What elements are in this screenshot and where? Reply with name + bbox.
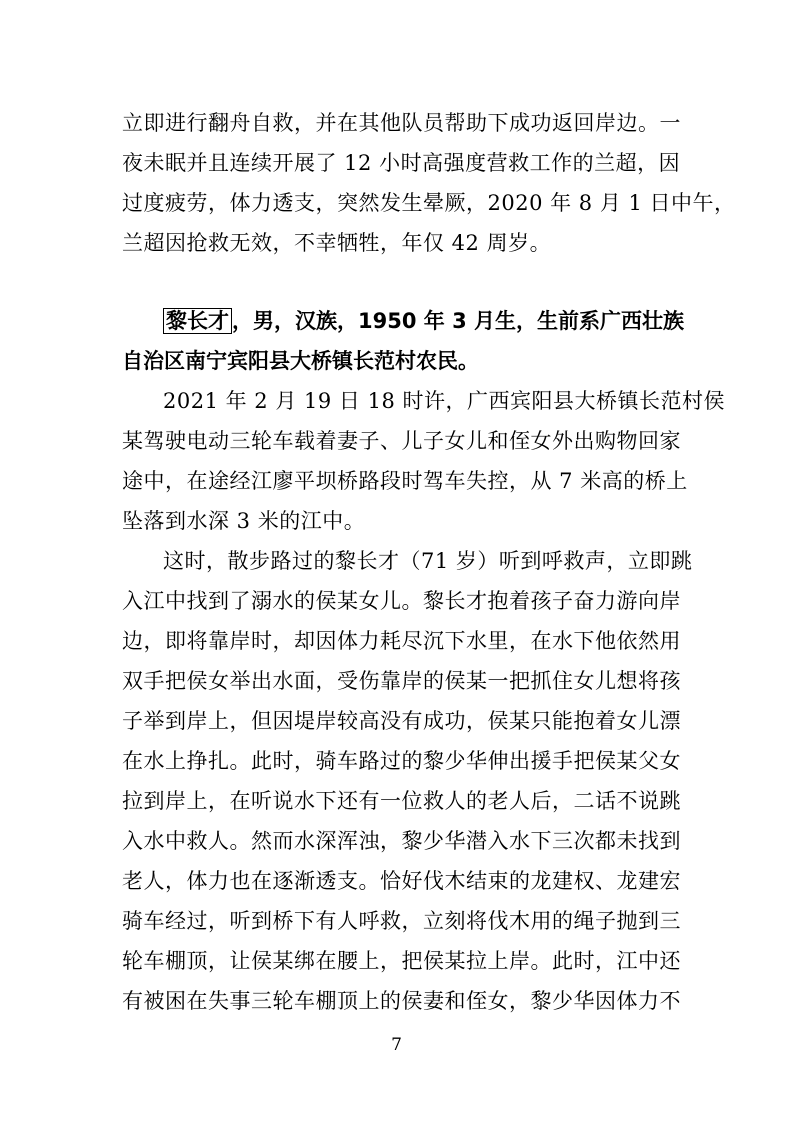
person-name-highlight: 黎长才 (163, 308, 232, 334)
paragraph-3-line-4: 双手把侯女举出水面，受伤靠岸的侯某一把抓住女儿想将孩 (122, 669, 681, 693)
paragraph-3-line-12: 有被困在失事三轮车棚顶上的侯妻和侄女，黎少华因体力不 (122, 989, 681, 1013)
paragraph-3-line-11: 轮车棚顶，让侯某绑在腰上，把侯某拉上岸。此时，江中还 (122, 949, 681, 973)
paragraph-3-line-3: 边，即将靠岸时，却因体力耗尽沉下水里，在水下他依然用 (122, 629, 681, 653)
paragraph-2-line-1: 2021 年 2 月 19 日 18 时许，广西宾阳县大桥镇长范村侯 (163, 389, 725, 413)
section-heading-line-1 (163, 306, 684, 336)
paragraph-3-line-9: 老人，体力也在逐渐透支。恰好伐木结束的龙建权、龙建宏 (122, 869, 681, 893)
paragraph-3-line-7: 拉到岸上，在听说水下还有一位救人的老人后，二话不说跳 (122, 789, 681, 813)
paragraph-3-line-5: 子举到岸上，但因堤岸较高没有成功，侯某只能抱着女儿漂 (122, 709, 681, 733)
paragraph-3-line-2: 入江中找到了溺水的侯某女儿。黎长才抱着孩子奋力游向岸 (122, 589, 681, 613)
paragraph-3-line-1: 这时，散步路过的黎长才（71 岁）听到呼救声，立即跳 (163, 549, 693, 573)
paragraph-1-line-4: 兰超因抢救无效，不幸牺牲，年仅 42 周岁。 (122, 231, 552, 255)
paragraph-1-line-1: 立即进行翻舟自救，并在其他队员帮助下成功返回岸边。一 (122, 111, 681, 135)
paragraph-1-line-3: 过度疲劳，体力透支，突然发生晕厥，2020 年 8 月 1 日中午， (122, 191, 736, 215)
paragraph-2-line-4: 坠落到水深 3 米的江中。 (122, 509, 366, 533)
section-heading-line-2: 自治区南宁宾阳县大桥镇长范村农民。 (122, 349, 479, 373)
paragraph-1-line-2: 夜未眠并且连续开展了 12 小时高强度营救工作的兰超，因 (122, 151, 681, 175)
paragraph-3-line-10: 骑车经过，听到桥下有人呼救，立刻将伐木用的绳子抛到三 (122, 909, 681, 933)
section-heading-line-1-rest: ，男，汉族，1950 年 3 月生，生前系广西壮族 (232, 309, 684, 333)
paragraph-3-line-8: 入水中救人。然而水深浑浊，黎少华潜入水下三次都未找到 (122, 829, 681, 853)
paragraph-3-line-6: 在水上挣扎。此时，骑车路过的黎少华伸出援手把侯某父女 (122, 749, 681, 773)
page-number: 7 (391, 1035, 402, 1055)
paragraph-2-line-2: 某驾驶电动三轮车载着妻子、儿子女儿和侄女外出购物回家 (122, 429, 681, 453)
paragraph-2-line-3: 途中，在途经江廖平坝桥路段时驾车失控，从 7 米高的桥上 (122, 469, 688, 493)
